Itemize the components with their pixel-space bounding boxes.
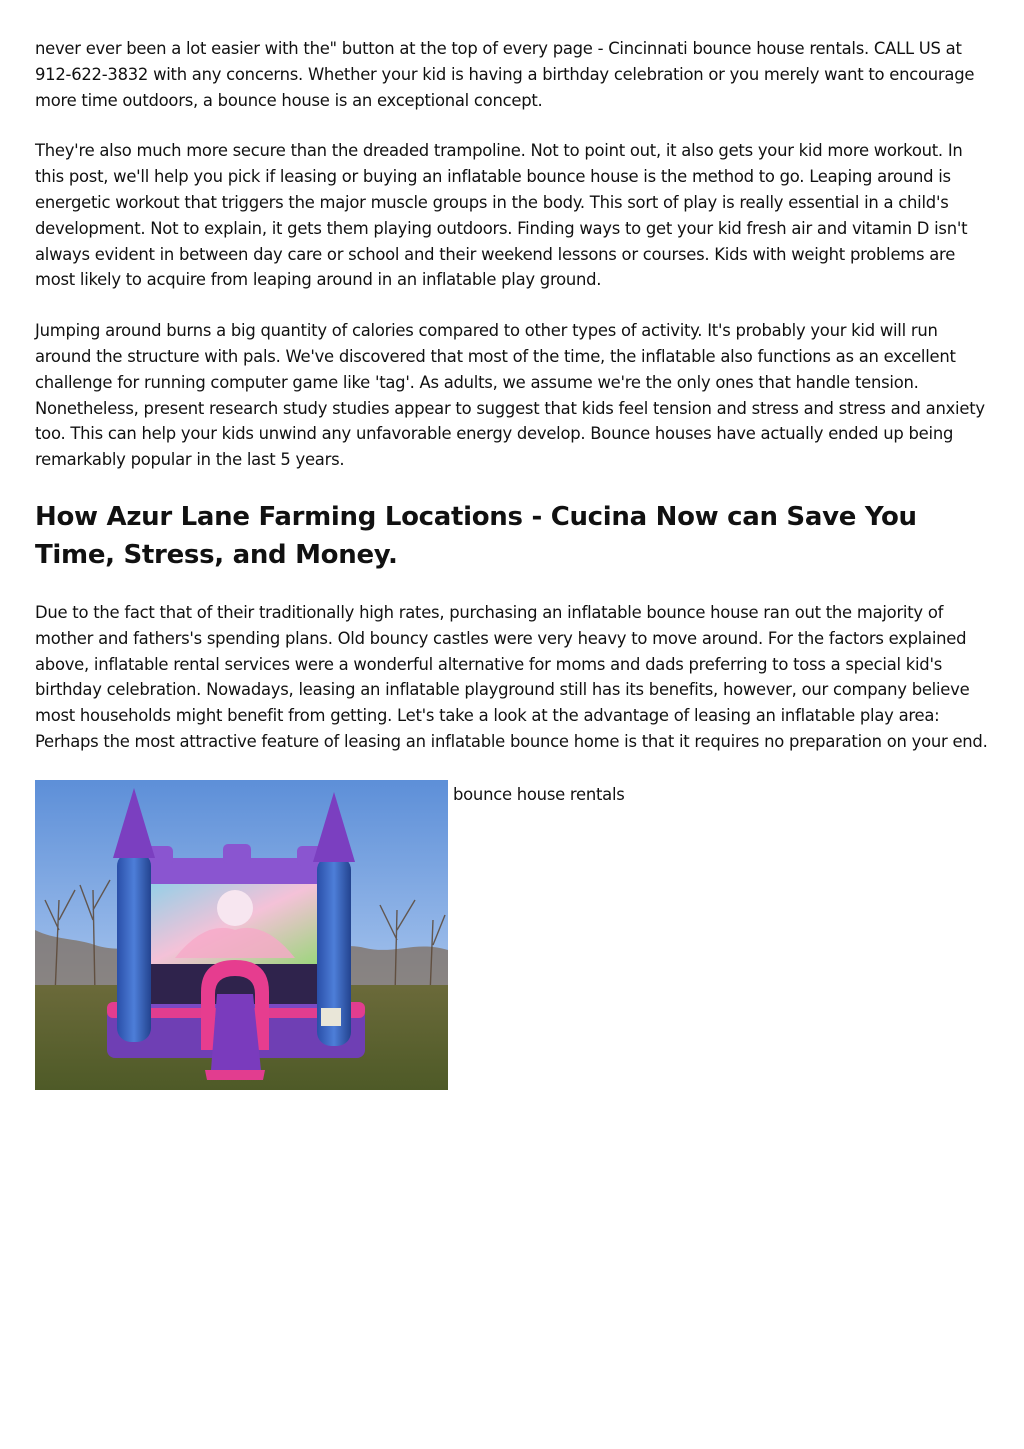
article [35, 36, 995, 1090]
paragraph-safety: They're also much more secure than the dreaded trampoline. Not to point out, it also gets your kid more workout. In this post, we'll help you pick if leasing or buying an inflatable bounce house is the method to go. Leaping around is energetic workout that triggers the major muscle groups in the body. This sort of play is really essential in a child's development. Not to explain, it gets them playing outdoors. Finding ways to get your kid fresh air and vitamin D isn't always evident in between day care or school and their weekend lessons or courses. Kids with weight problems are most likely to acquire from leaping around in an inflatable play ground. [35, 141, 968, 290]
paragraph-rental: Due to the fact that of their traditionally high rates, purchasing an inflatable bounce house ran out the majority of mother and fathers's spending plans. Old bouncy castles were very heavy to move around. For the factors explained above, inflatable rental services were a wonderful alternative for moms and dads preferring to toss a special kid's birthday celebration. Nowadays, leasing an inflatable playground still has its benefits, however, our company believe most households might benefit from getting. Let's take a look at the advantage of leasing an inflatable play area: Perhaps the most attractive feature of leasing an inflatable bounce home is that it requires no preparation on your end. [35, 602, 988, 751]
section-heading: How Azur Lane Farming Locations - Cucina Now can Save You Time, Stress, and Money. [35, 501, 917, 570]
paragraph-calories: Jumping around burns a big quantity of calories compared to other types of activity. It's probably your kid will run around the structure with pals. We've discovered that most of the time, the inflatable also functions as an excellent challenge for running computer game like 'tag'. As adults, we assume we're the only ones that handle tension. Nonetheless, present research study studies appear to suggest that kids feel tension and stress and stress and anxiety too. This can help your kids unwind any unfavorable energy develop. Bounce houses have actually ended up being remarkably popular in the last 5 years. [35, 321, 985, 470]
paragraph-intro: never ever been a lot easier with the" button at the top of every page - Cincinnati bounce house rentals. CALL US at 912-622-3832 with any concerns. Whether your kid is having a birthday celebration or you merely want to encourage more time outdoors, a bounce house is an exceptional concept. [35, 39, 975, 110]
image-caption: bounce house rentals [453, 784, 625, 804]
bounce-house-photo [35, 780, 448, 1090]
figure-row [35, 780, 995, 1090]
